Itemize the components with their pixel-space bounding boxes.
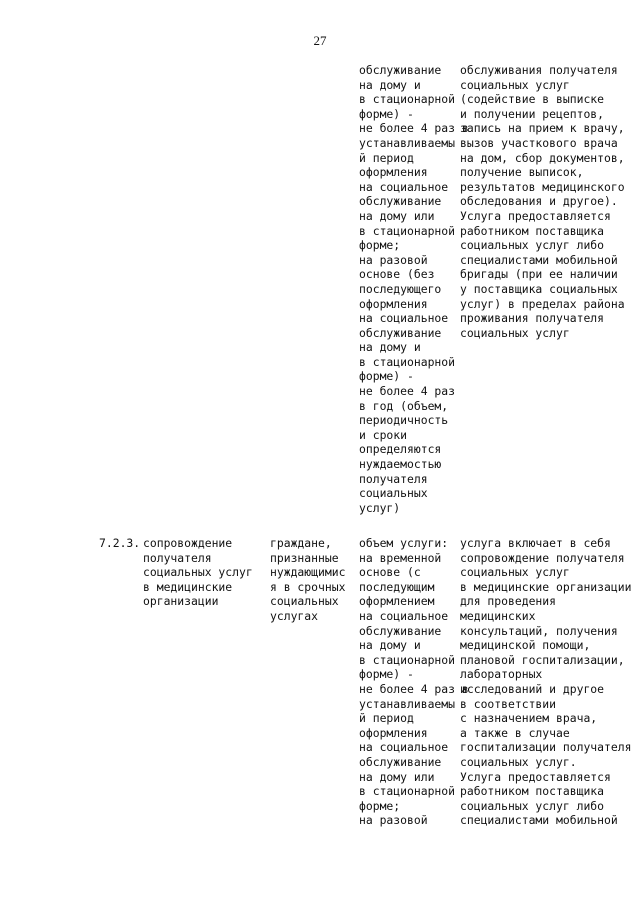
description-cell: услуга включает в себя сопровождение получателя социальных услуг в медицинские организации для проведения медицинских консультаций, получения медицинской помощи, плановой госпитализации, лабораторных исследований и другое в соответствии с назначением врача, а также в случае госпитализации получателя социальных услуг. Услуга предоставляется работником поставщика социальных услуг либо специалистами мобильной xyxy=(460,536,632,828)
service-name-cell: сопровождение получателя социальных услуг в медицинские организации xyxy=(143,536,253,609)
page-number: 27 xyxy=(313,33,327,48)
volume-cell: объем услуги: на временной основе (с последующим оформлением на социальное обслуживание на дому и в стационарной форме) - не более 4 раз в устанавливаемы й период оформления на социальное обслуживание на дому или в стационарной форме; на разовой xyxy=(359,536,469,828)
description-cell: обслуживания получателя социальных услуг (содействие в выписке и получении рецептов, запись на прием к врачу, вызов участкового врача на дом, сбор документов, получение выписок, результатов медицинского обследования и другое). Услуга предоставляется работником поставщика социальных услуг либо специалистами мобильной бригады (при ее наличии у поставщика социальных услуг) в пределах района проживания получателя социальных услуг xyxy=(460,63,625,340)
volume-cell: обслуживание на дому и в стационарной форме) - не более 4 раз в устанавливаемы й период оформления на социальное обслуживание на дому или в стационарной форме; на разовой основе (без последующего оформления на социальное обслуживание на дому и в стационарной форме) - не более 4 раз в год (объем, периодичность и сроки определяются нуждаемостью получателя социальных услуг) xyxy=(359,63,469,515)
item-number: 7.2.3. xyxy=(99,536,141,550)
recipient-category-cell: граждане, признанные нуждающимис я в срочных социальных услугах xyxy=(270,536,346,623)
